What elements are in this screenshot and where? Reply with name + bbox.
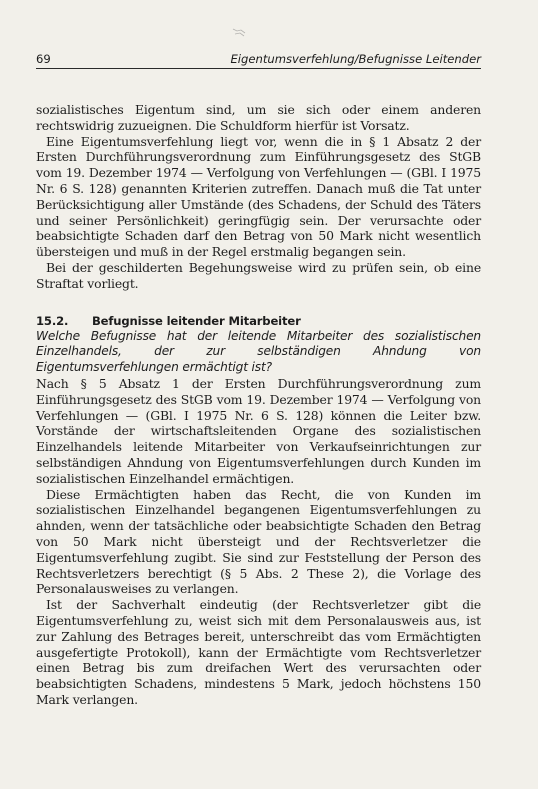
printing-speck [232, 27, 246, 37]
running-header [36, 52, 481, 69]
paragraph: Ist der Sachverhalt eindeutig (der Rechtsverletzer gibt die Eigentumsverfehlung zu, weist sich mit dem Personalausweis aus, ist zur Zahlung des Betrages bereit, unterschreibt das vom Ermächtigten ausgefertigte Protokoll), kann der Ermächtigte vom Rechtsverletzer einen Betrag bis zum dreifachen Wert des verursachten oder beabsichtigten Schadens, mindestens 5 Mark, jedoch höchstens 150 Mark verlangen. [36, 597, 481, 707]
section-question: Welche Befugnisse hat der leitende Mitarbeiter des sozialistischen Einzelhandels, der zur selbständigen Ahndung von Eigentumsverfehlungen ermächtigt ist? [36, 328, 481, 375]
page-number: 69 [36, 52, 51, 66]
paragraph: Bei der geschilderten Begehungsweise wird zu prüfen sein, ob eine Straftat vorliegt. [36, 259, 481, 291]
book-page [36, 52, 481, 708]
section-title: Befugnisse leitender Mitarbeiter [92, 313, 301, 328]
section-heading [36, 313, 481, 329]
main-text [36, 102, 481, 708]
paragraph: Nach § 5 Absatz 1 der Ersten Durchführungsverordnung zum Einführungsgesetz des StGB vom 19. Dezember 1974 — Verfolgung von Verfehlungen — (GBl. I 1975 Nr. 6 S. 128) können die Leiter bzw. Vorstände der wirtschaftsleitenden Organe des sozialistischen Einzelhandels leitende Mitarbeiter von Verkaufseinrichtungen zur selbständigen Ahndung von Eigentumsverfehlungen durch Kunden im sozialistischen Einzelhandel ermächtigen. [36, 375, 481, 486]
paragraph: Diese Ermächtigten haben das Recht, die von Kunden im sozialistischen Einzelhandel begangenen Eigentumsverfehlungen zu ahnden, wenn der tatsächliche oder beabsichtigte Schaden den Betrag von 50 Mark nicht übersteigt und der Rechtsverletzer die Eigentumsverfehlung zugibt. Sie sind zur Feststellung der Person des Rechtsverletzers berechtigt (§ 5 Abs. 2 These 2), die Vorlage des Personalausweises zu verlangen. [36, 486, 481, 597]
paragraph: sozialistisches Eigentum sind, um sie sich oder einem anderen rechtswidrig zuzueignen. Die Schuldform hierfür ist Vorsatz. [36, 102, 481, 133]
paragraph: Eine Eigentumsverfehlung liegt vor, wenn die in § 1 Absatz 2 der Ersten Durchführungsverordnung zum Einführungsgesetz des StGB vom 19. Dezember 1974 — Verfolgung von Verfehlungen — (GBl. I 1975 Nr. 6 S. 128) genannten Kriterien zutreffen. Danach muß die Tat unter Berücksichtigung aller Umstände (des Schadens, der Schuld des Täters und seiner Persönlichkeit) geringfügig sein. Der verursachte oder beabsichtigte Schaden darf den Betrag von 50 Mark nicht wesentlich übersteigen und muß in der Regel erstmalig begangen sein. [36, 133, 481, 260]
running-title: Eigentumsverfehlung/Befugnisse Leitender [230, 52, 481, 66]
section-number: 15.2. [36, 313, 69, 328]
